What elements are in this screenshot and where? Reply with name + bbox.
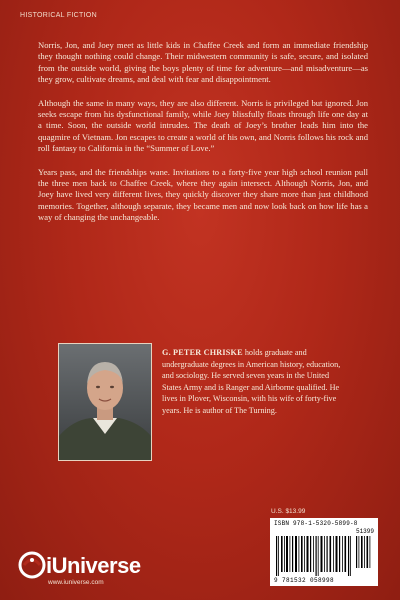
isbn-text: ISBN 978-1-5320-5899-8 — [274, 520, 358, 527]
author-bio-text: holds graduate and undergraduate degrees in American history, education, and sociology. He served seven years in the United States Army and is Ranger and Airborne qualified. He lives in Plover, Wisconsin, with his wife of forty-five years. He is author of The Turning. — [162, 348, 341, 415]
author-bio — [162, 347, 348, 417]
author-name: G. PETER CHRISKE — [162, 348, 243, 357]
publisher-logo — [18, 551, 168, 591]
blurb-paragraph: Norris, Jon, and Joey meet as little kids in Chaffee Creek and form an immediate friendship they thought nothing could change. Their midwestern community is safe, secure, and isolated from the outside world, giving the boys plenty of time for adventure—and misadventure—as they grow, cultivate dreams, and deal with fear and disappointment. — [38, 40, 368, 85]
author-section — [58, 343, 348, 461]
barcode-bars-icon — [274, 536, 374, 576]
author-photo — [58, 343, 152, 461]
price-label: U.S. $13.99 — [271, 508, 306, 515]
blurb-paragraph: Although the same in many ways, they are also different. Norris is privileged but ignored. Jon seeks escape from his dysfunctional family, while Joey blissfully floats through life one day at a time. Soon, the outside world intrudes. The death of Joey’s brother leads him into the quagmire of Vietnam. Jon escapes to create a world of his own, and Norris follows his rock and roll fantasy to California in the “Summer of Love.” — [38, 97, 368, 154]
iuniverse-swirl-icon — [18, 551, 46, 579]
publisher-name: iUniverse — [46, 553, 141, 578]
book-blurb — [38, 40, 368, 236]
genre-label: HISTORICAL FICTION — [20, 12, 97, 19]
blurb-paragraph: Years pass, and the friendships wane. Invitations to a forty-five year high school reunion pull the three men back to Chaffee Creek, where they again intersect. Although Norris, Jon, and Joey have lived very different lives, they quickly discover they share more than just childhood memories. Together, although separate, they became men and now look back on how life has a way of changing the unchangeable. — [38, 166, 368, 223]
barcode-addon-number: 51399 — [355, 528, 374, 535]
publisher-url: www.iuniverse.com — [48, 579, 104, 586]
ean-number: 9 781532 058998 — [274, 577, 335, 584]
isbn-barcode — [270, 518, 378, 586]
